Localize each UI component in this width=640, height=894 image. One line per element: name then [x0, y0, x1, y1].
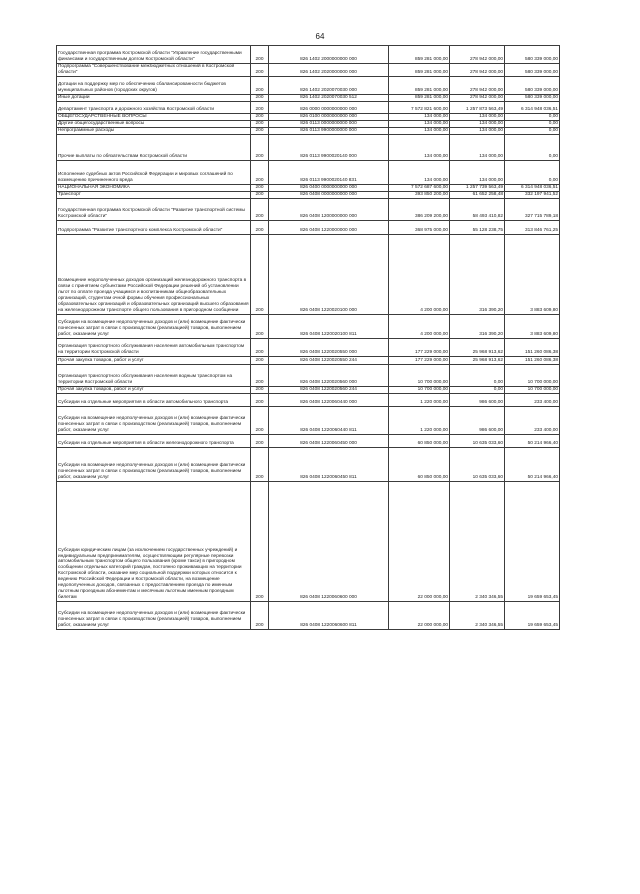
classification-code: 826 0113 0000000000 000	[269, 120, 389, 127]
table-row	[57, 101, 560, 113]
classification-code: 826 0113 9900020140 000	[269, 134, 389, 160]
table-row	[57, 120, 560, 127]
line-code: 200	[251, 434, 269, 447]
classification-code: 826 0408 1220020560 244	[269, 386, 389, 393]
executed-amount: 1 257 873 563,49	[450, 101, 505, 113]
unexecuted-amount: 0,00	[505, 160, 560, 184]
table-row	[57, 127, 560, 134]
executed-amount: 278 942 000,00	[450, 94, 505, 101]
line-name: Субсидии юридическим лицам (за исключением государственных учреждений) и индивидуальным предпринимателям, осуществляющим регулярные перевозки автомобильным транспортом общего пользования (кроме такси) в пригородном сообщении отдельных категорий граждан, постоянно проживающих на территории Костромской области, оказание мер социальной поддержки которых относится к ведению Российской Федерации и Костромской области, на возмещение недополученных доходов, связанных с предоставлением проезда по именным льготным проездным абонементам и месячным льготным именным проездным билетам	[57, 481, 251, 601]
table-row	[57, 393, 560, 406]
executed-amount: 2 340 346,55	[450, 601, 505, 629]
classification-code: 826 0000 0000000000 000	[269, 101, 389, 113]
classification-code: 826 0408 1220020100 811	[269, 314, 389, 338]
table-row	[57, 356, 560, 364]
classification-code: 826 1402 2020070030 512	[269, 94, 389, 101]
approved-amount: 386 209 200,00	[389, 198, 450, 220]
executed-amount: 278 942 000,00	[450, 76, 505, 94]
approved-amount: 1 220 000,00	[389, 406, 450, 434]
line-code: 200	[251, 76, 269, 94]
executed-amount: 25 968 913,62	[450, 356, 505, 364]
approved-amount: 10 700 000,00	[389, 364, 450, 386]
line-name: Субсидии на отдельные мероприятия в области железнодорожного транспорта	[57, 434, 251, 447]
classification-code: 826 0408 0000000000 000	[269, 191, 389, 198]
line-code: 200	[251, 314, 269, 338]
table-row	[57, 406, 560, 434]
executed-amount: 316 390,20	[450, 314, 505, 338]
line-code: 200	[251, 393, 269, 406]
executed-amount: 10 635 033,60	[450, 434, 505, 447]
line-name: Транспорт	[57, 191, 251, 198]
table-row	[57, 234, 560, 314]
line-name: Государственная программа Костромской области "Развитие транспортной системы Костромской области"	[57, 198, 251, 220]
line-name: ОБЩЕГОСУДАРСТВЕННЫЕ ВОПРОСЫ	[57, 113, 251, 120]
line-code: 200	[251, 364, 269, 386]
approved-amount: 60 850 000,00	[389, 447, 450, 481]
line-code: 200	[251, 191, 269, 198]
executed-amount: 278 942 000,00	[450, 64, 505, 77]
line-name: Дотации на поддержку мер по обеспечению сбалансированности бюджетов муниципальных районов (городских округов)	[57, 76, 251, 94]
executed-amount: 134 000,00	[450, 160, 505, 184]
unexecuted-amount: 6 314 948 036,51	[505, 101, 560, 113]
line-code: 200	[251, 198, 269, 220]
classification-code: 826 0408 1220020550 244	[269, 356, 389, 364]
executed-amount: 316 390,20	[450, 234, 505, 314]
table-row	[57, 64, 560, 77]
executed-amount: 0,00	[450, 386, 505, 393]
approved-amount: 859 281 000,00	[389, 46, 450, 64]
classification-code: 826 0408 1220020560 000	[269, 364, 389, 386]
line-name: Прочая закупка товаров, работ и услуг	[57, 356, 251, 364]
approved-amount: 134 000,00	[389, 113, 450, 120]
table-row	[57, 220, 560, 234]
unexecuted-amount: 3 883 609,80	[505, 314, 560, 338]
executed-amount: 134 000,00	[450, 127, 505, 134]
classification-code: 826 0408 1220060440 811	[269, 406, 389, 434]
line-name: Организация транспортного обслуживания населения водным транспортом на территории Костромской области	[57, 364, 251, 386]
unexecuted-amount: 233 400,00	[505, 393, 560, 406]
approved-amount: 134 000,00	[389, 160, 450, 184]
line-name: Субсидии на возмещение недополученных доходов и (или) возмещение фактически понесенных затрат в связи с производством (реализацией) товаров, выполнением работ, оказанием услуг	[57, 601, 251, 629]
executed-amount: 61 652 258,48	[450, 191, 505, 198]
approved-amount: 10 700 000,00	[389, 386, 450, 393]
approved-amount: 177 229 000,00	[389, 356, 450, 364]
unexecuted-amount: 0,00	[505, 127, 560, 134]
executed-amount: 25 968 913,62	[450, 338, 505, 356]
executed-amount: 58 493 410,82	[450, 198, 505, 220]
line-code: 200	[251, 94, 269, 101]
line-code: 200	[251, 127, 269, 134]
executed-amount: 134 000,00	[450, 134, 505, 160]
line-code: 200	[251, 406, 269, 434]
page-number: 64	[315, 32, 325, 41]
line-code: 200	[251, 481, 269, 601]
line-name: Департамент транспорта и дорожного хозяйства Костромской области	[57, 101, 251, 113]
approved-amount: 4 200 000,00	[389, 314, 450, 338]
table-row	[57, 76, 560, 94]
line-code: 200	[251, 601, 269, 629]
approved-amount: 134 000,00	[389, 127, 450, 134]
classification-code: 826 0113 9900000000 000	[269, 127, 389, 134]
unexecuted-amount: 0,00	[505, 120, 560, 127]
executed-amount: 278 942 000,00	[450, 46, 505, 64]
table-row	[57, 364, 560, 386]
table-row	[57, 314, 560, 338]
unexecuted-amount: 580 339 000,00	[505, 64, 560, 77]
unexecuted-amount: 151 260 086,38	[505, 356, 560, 364]
approved-amount: 22 000 000,00	[389, 481, 450, 601]
table-row	[57, 184, 560, 191]
budget-table-body	[57, 46, 560, 630]
classification-code: 826 1402 2000000000 000	[269, 46, 389, 64]
executed-amount: 134 000,00	[450, 113, 505, 120]
approved-amount: 177 229 000,00	[389, 338, 450, 356]
executed-amount: 55 128 238,75	[450, 220, 505, 234]
line-name: Организация транспортного обслуживания населения автомобильным транспортом на территории Костромской области	[57, 338, 251, 356]
line-name: Другие общегосударственные вопросы	[57, 120, 251, 127]
line-name: Подпрограмма "Совершенствование межбюджетных отношений в Костромской области"	[57, 64, 251, 77]
classification-code: 826 0408 1220060600 000	[269, 481, 389, 601]
unexecuted-amount: 233 400,00	[505, 406, 560, 434]
line-code: 200	[251, 46, 269, 64]
unexecuted-amount: 6 314 948 036,51	[505, 184, 560, 191]
unexecuted-amount: 313 846 761,25	[505, 220, 560, 234]
table-row	[57, 113, 560, 120]
executed-amount: 1 257 739 563,49	[450, 184, 505, 191]
approved-amount: 859 281 000,00	[389, 64, 450, 77]
unexecuted-amount: 3 883 609,80	[505, 234, 560, 314]
approved-amount: 22 000 000,00	[389, 601, 450, 629]
line-name: Возмещение недополученных доходов организаций железнодорожного транспорта в связи с принятием субъектами Российской Федерации решений об установлении льгот по оплате проезда учащимся и воспитанникам общеобразовательных организаций, студентам очной формы обучения профессиональных образовательных организаций и образовательных организаций высшего образования на железнодорожном транспорте общего пользования в пригородном сообщении	[57, 234, 251, 314]
executed-amount: 2 340 346,55	[450, 481, 505, 601]
executed-amount: 0,00	[450, 364, 505, 386]
classification-code: 826 0408 1220060450 811	[269, 447, 389, 481]
approved-amount: 4 200 000,00	[389, 234, 450, 314]
line-name: НАЦИОНАЛЬНАЯ ЭКОНОМИКА	[57, 184, 251, 191]
unexecuted-amount: 10 700 000,00	[505, 364, 560, 386]
line-code: 200	[251, 234, 269, 314]
approved-amount: 60 850 000,00	[389, 434, 450, 447]
approved-amount: 859 281 000,00	[389, 94, 450, 101]
executed-amount: 986 600,00	[450, 406, 505, 434]
classification-code: 826 1402 2020000000 000	[269, 64, 389, 77]
classification-code: 826 0408 1200000000 000	[269, 198, 389, 220]
classification-code: 826 0408 1220060440 000	[269, 393, 389, 406]
classification-code: 826 0100 0000000000 000	[269, 113, 389, 120]
table-row	[57, 134, 560, 160]
classification-code: 826 0408 1220060600 811	[269, 601, 389, 629]
unexecuted-amount: 327 715 789,18	[505, 198, 560, 220]
table-row	[57, 94, 560, 101]
line-code: 200	[251, 160, 269, 184]
line-code: 200	[251, 120, 269, 127]
unexecuted-amount: 50 214 966,40	[505, 447, 560, 481]
budget-table	[56, 45, 560, 630]
classification-code: 826 1402 2020070030 000	[269, 76, 389, 94]
line-code: 200	[251, 134, 269, 160]
line-code: 200	[251, 101, 269, 113]
approved-amount: 7 572 821 600,00	[389, 101, 450, 113]
classification-code: 826 0408 1220000000 000	[269, 220, 389, 234]
approved-amount: 393 850 200,00	[389, 191, 450, 198]
table-row	[57, 601, 560, 629]
approved-amount: 134 000,00	[389, 134, 450, 160]
unexecuted-amount: 19 659 653,45	[505, 481, 560, 601]
line-code: 200	[251, 220, 269, 234]
approved-amount: 134 000,00	[389, 120, 450, 127]
line-name: Государственная программа Костромской области "Управление государственными финансами и государственным долгом Костромской области"	[57, 46, 251, 64]
line-name: Иные дотации	[57, 94, 251, 101]
approved-amount: 368 975 000,00	[389, 220, 450, 234]
classification-code: 826 0408 1220020100 000	[269, 234, 389, 314]
line-name: Подпрограмма "Развитие транспортного комплекса Костромской области"	[57, 220, 251, 234]
classification-code: 826 0408 1220020550 000	[269, 338, 389, 356]
classification-code: 826 0400 0000000000 000	[269, 184, 389, 191]
approved-amount: 7 572 687 600,00	[389, 184, 450, 191]
line-code: 200	[251, 447, 269, 481]
unexecuted-amount: 50 214 966,40	[505, 434, 560, 447]
unexecuted-amount: 332 197 941,52	[505, 191, 560, 198]
unexecuted-amount: 580 339 000,00	[505, 94, 560, 101]
unexecuted-amount: 10 700 000,00	[505, 386, 560, 393]
table-row	[57, 46, 560, 64]
line-name: Субсидии на отдельные мероприятия в области автомобильного транспорта	[57, 393, 251, 406]
table-row	[57, 191, 560, 198]
approved-amount: 859 281 000,00	[389, 76, 450, 94]
unexecuted-amount: 151 260 086,38	[505, 338, 560, 356]
classification-code: 826 0113 9900020140 831	[269, 160, 389, 184]
table-row	[57, 386, 560, 393]
line-name: Субсидии на возмещение недополученных доходов и (или) возмещение фактически понесенных затрат в связи с производством (реализацией) товаров, выполнением работ, оказанием услуг	[57, 447, 251, 481]
line-name: Непрограммные расходы	[57, 127, 251, 134]
unexecuted-amount: 580 339 000,00	[505, 46, 560, 64]
table-row	[57, 434, 560, 447]
line-name: Прочая закупка товаров, работ и услуг	[57, 386, 251, 393]
approved-amount: 1 220 000,00	[389, 393, 450, 406]
line-code: 200	[251, 113, 269, 120]
line-code: 200	[251, 338, 269, 356]
table-row	[57, 198, 560, 220]
unexecuted-amount: 580 339 000,00	[505, 76, 560, 94]
line-name: Субсидии на возмещение недополученных доходов и (или) возмещение фактически понесенных затрат в связи с производством (реализацией) товаров, выполнением работ, оказанием услуг	[57, 406, 251, 434]
executed-amount: 10 635 033,60	[450, 447, 505, 481]
executed-amount: 986 600,00	[450, 393, 505, 406]
line-code: 200	[251, 356, 269, 364]
line-name: Субсидии на возмещение недополученных доходов и (или) возмещение фактически понесенных затрат в связи с производством (реализацией) товаров, выполнением работ, оказанием услуг	[57, 314, 251, 338]
table-row	[57, 338, 560, 356]
line-code: 200	[251, 386, 269, 393]
classification-code: 826 0408 1220060450 000	[269, 434, 389, 447]
line-name: Прочие выплаты по обязательствам Костромской области	[57, 134, 251, 160]
unexecuted-amount: 19 659 653,45	[505, 601, 560, 629]
line-name: Исполнение судебных актов Российской Федерации и мировых соглашений по возмещению причиненного вреда	[57, 160, 251, 184]
line-code: 200	[251, 184, 269, 191]
unexecuted-amount: 0,00	[505, 113, 560, 120]
table-row	[57, 160, 560, 184]
line-code: 200	[251, 64, 269, 77]
table-row	[57, 447, 560, 481]
unexecuted-amount: 0,00	[505, 134, 560, 160]
executed-amount: 134 000,00	[450, 120, 505, 127]
table-row	[57, 481, 560, 601]
